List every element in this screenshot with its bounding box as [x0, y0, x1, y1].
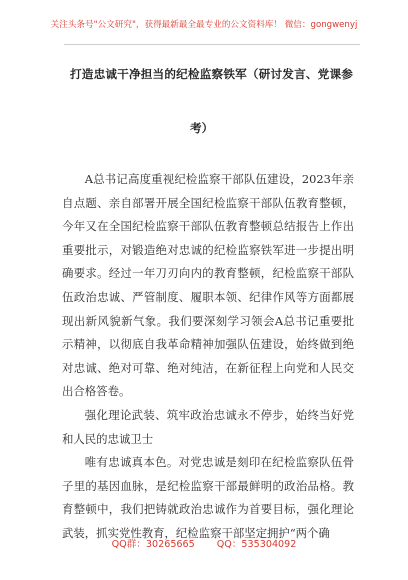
header-banner: 关注头条号"公文研究"，获得最新最全最专业的公文资料库！ 微信：gongwenyj	[50, 20, 358, 30]
footer-qq-group: QQ群：30265665	[111, 539, 195, 550]
document-body	[62, 168, 354, 546]
document-title-line-1: 打造忠诚干净担当的纪检监察铁军（研讨发言、党课参	[70, 67, 354, 81]
footer-qq: QQ：535304092	[216, 539, 297, 550]
document-title-line-2: 考）	[190, 121, 214, 135]
section-paragraph: 唯有忠诚真本色。对党忠诚是刻印在纪检监察队伍骨子里的基因血脉，是纪检监察干部最鲜明的政治品格。教育整顿中，我们把铸就政治忠诚作为首要目标，强化理论武装，抓实党性教育，纪检监察干部坚定拥护“两个确	[62, 455, 354, 540]
section-heading: 强化理论武装、筑牢政治忠诚永不停步，始终当好党和人民的忠诚卫士	[62, 407, 354, 446]
intro-paragraph: A总书记高度重视纪检监察干部队伍建设，2023年亲自点题、亲自部署开展全国纪检监察干部队伍教育整顿，今年又在全国纪检监察干部队伍教育整顿总结报告上作出重要批示，对锻造绝对忠诚的纪检监察铁军进一步提出明确要求。经过一年刀刃向内的教育整顿，纪检监察干部队伍政治忠诚、严管制度、履职本领、纪律作风等方面都展现出新风貌新气象。我们要深刻学习领会A总书记重要批示精神，以彻底自我革命精神加强队伍建设，始终做到绝对忠诚、绝对可靠、绝对纯洁，在新征程上向党和人民交出合格答卷。	[62, 172, 354, 399]
header-divider	[64, 44, 360, 45]
footer-contact	[0, 536, 408, 550]
